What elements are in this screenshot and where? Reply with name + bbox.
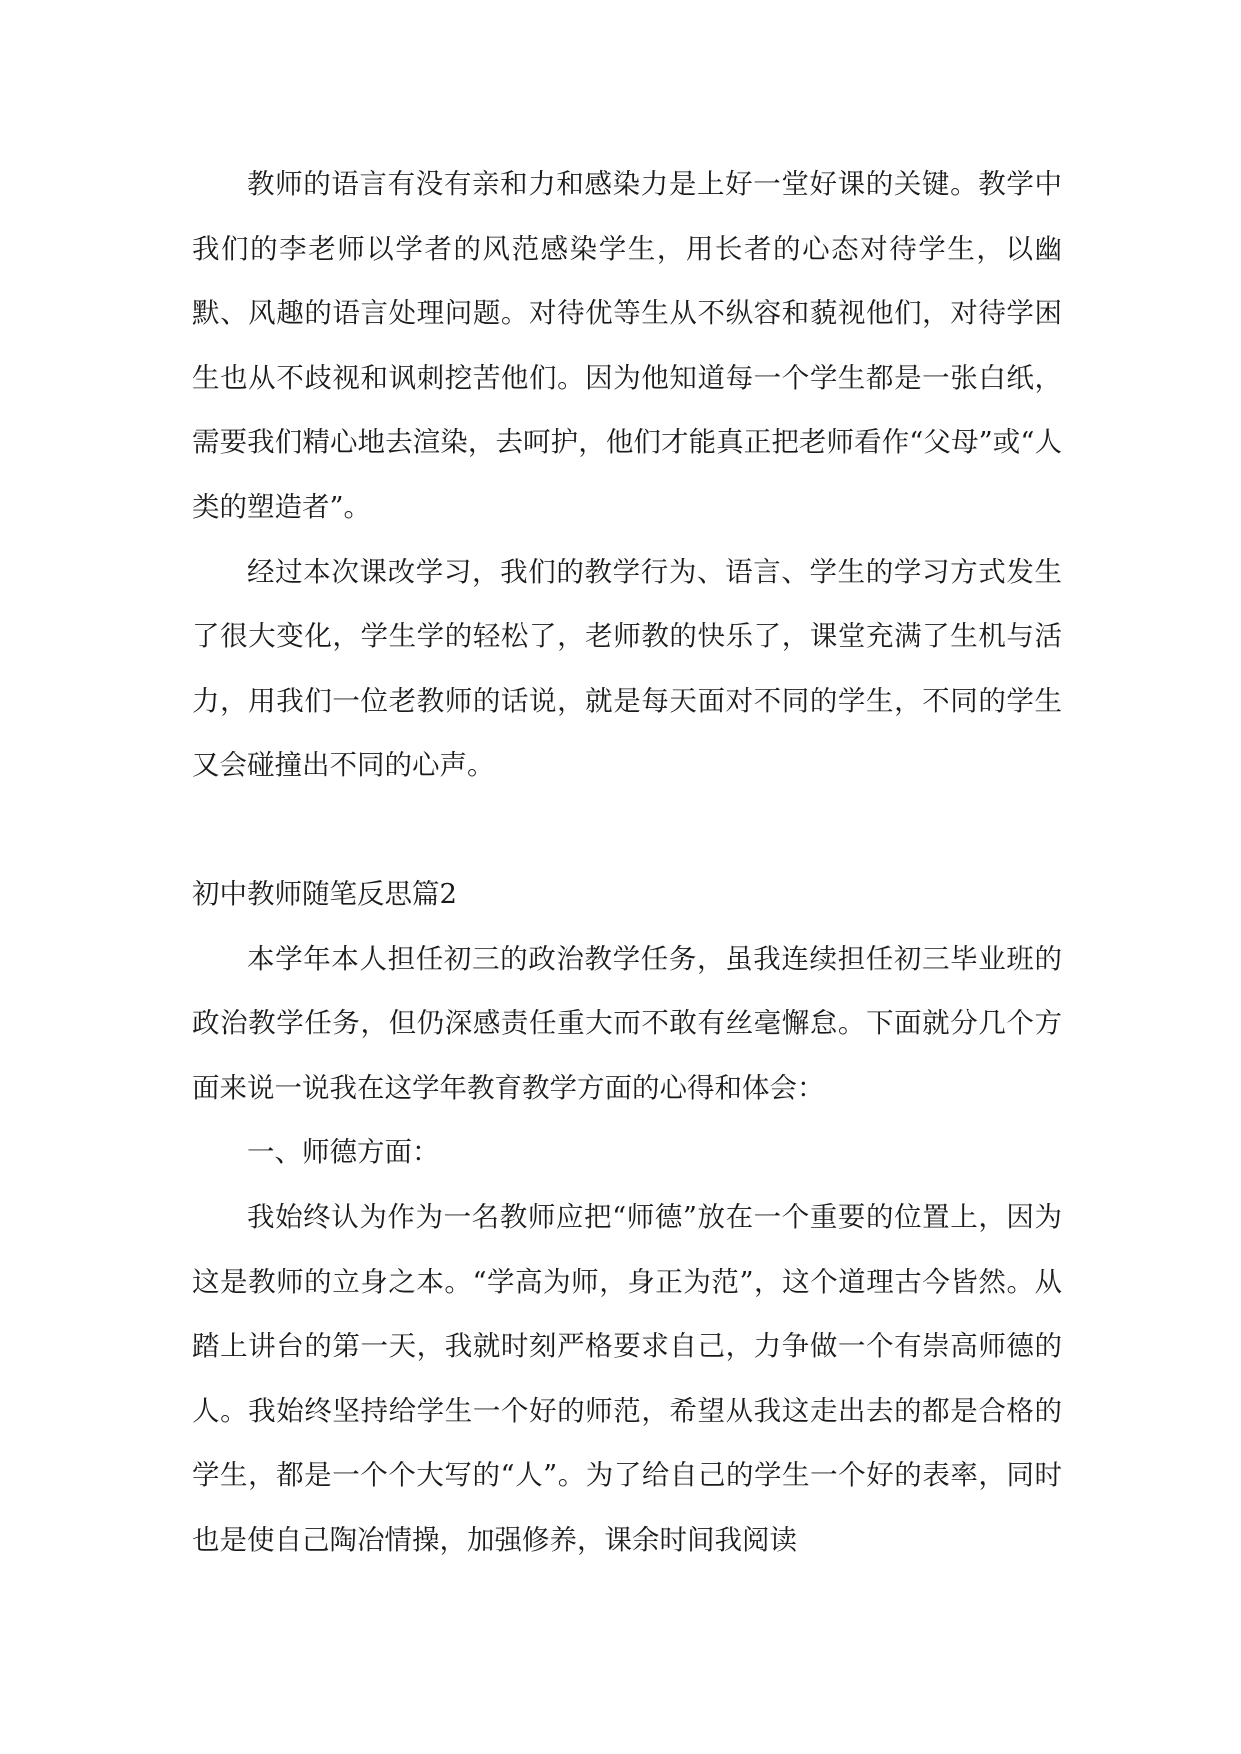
document-body xyxy=(192,152,1062,1572)
paragraph-teacher-language: 教师的语言有没有亲和力和感染力是上好一堂好课的关键。教学中我们的李老师以学者的风范感染学生，用长者的心态对待学生，以幽默、风趣的语言处理问题。对待优等生从不纵容和藐视他们，对待学困生也从不歧视和讽刺挖苦他们。因为他知道每一个学生都是一张白纸，需要我们精心地去渲染，去呵护，他们才能真正把老师看作“父母”或“人类的塑造者”。 xyxy=(192,168,1062,523)
section-title: 初中教师随笔反思篇2 xyxy=(192,877,457,910)
subheading-teacher-ethics: 一、师德方面： xyxy=(247,1136,440,1169)
paragraph-teaching-duty: 本学年本人担任初三的政治教学任务，虽我连续担任初三毕业班的政治教学任务，但仍深感责任重大而不敢有丝毫懈怠。下面就分几个方面来说一说我在这学年教育教学方面的心得和体会： xyxy=(192,942,1062,1104)
paragraph-teacher-ethics: 我始终认为作为一名教师应把“师德”放在一个重要的位置上，因为这是教师的立身之本。“学高为师，身正为范”，这个道理古今皆然。从踏上讲台的第一天，我就时刻严格要求自己，力争做一个有崇高师德的人。我始终坚持给学生一个好的师范，希望从我这走出去的都是合格的学生，都是一个个大写的“人”。为了给自己的学生一个好的表率，同时也是使自己陶冶情操，加强修养，课余时间我阅读 xyxy=(192,1200,1062,1556)
paragraph-curriculum-reform: 经过本次课改学习，我们的教学行为、语言、学生的学习方式发生了很大变化，学生学的轻松了，老师教的快乐了，课堂充满了生机与活力，用我们一位老教师的话说，就是每天面对不同的学生，不同的学生又会碰撞出不同的心声。 xyxy=(192,555,1062,782)
